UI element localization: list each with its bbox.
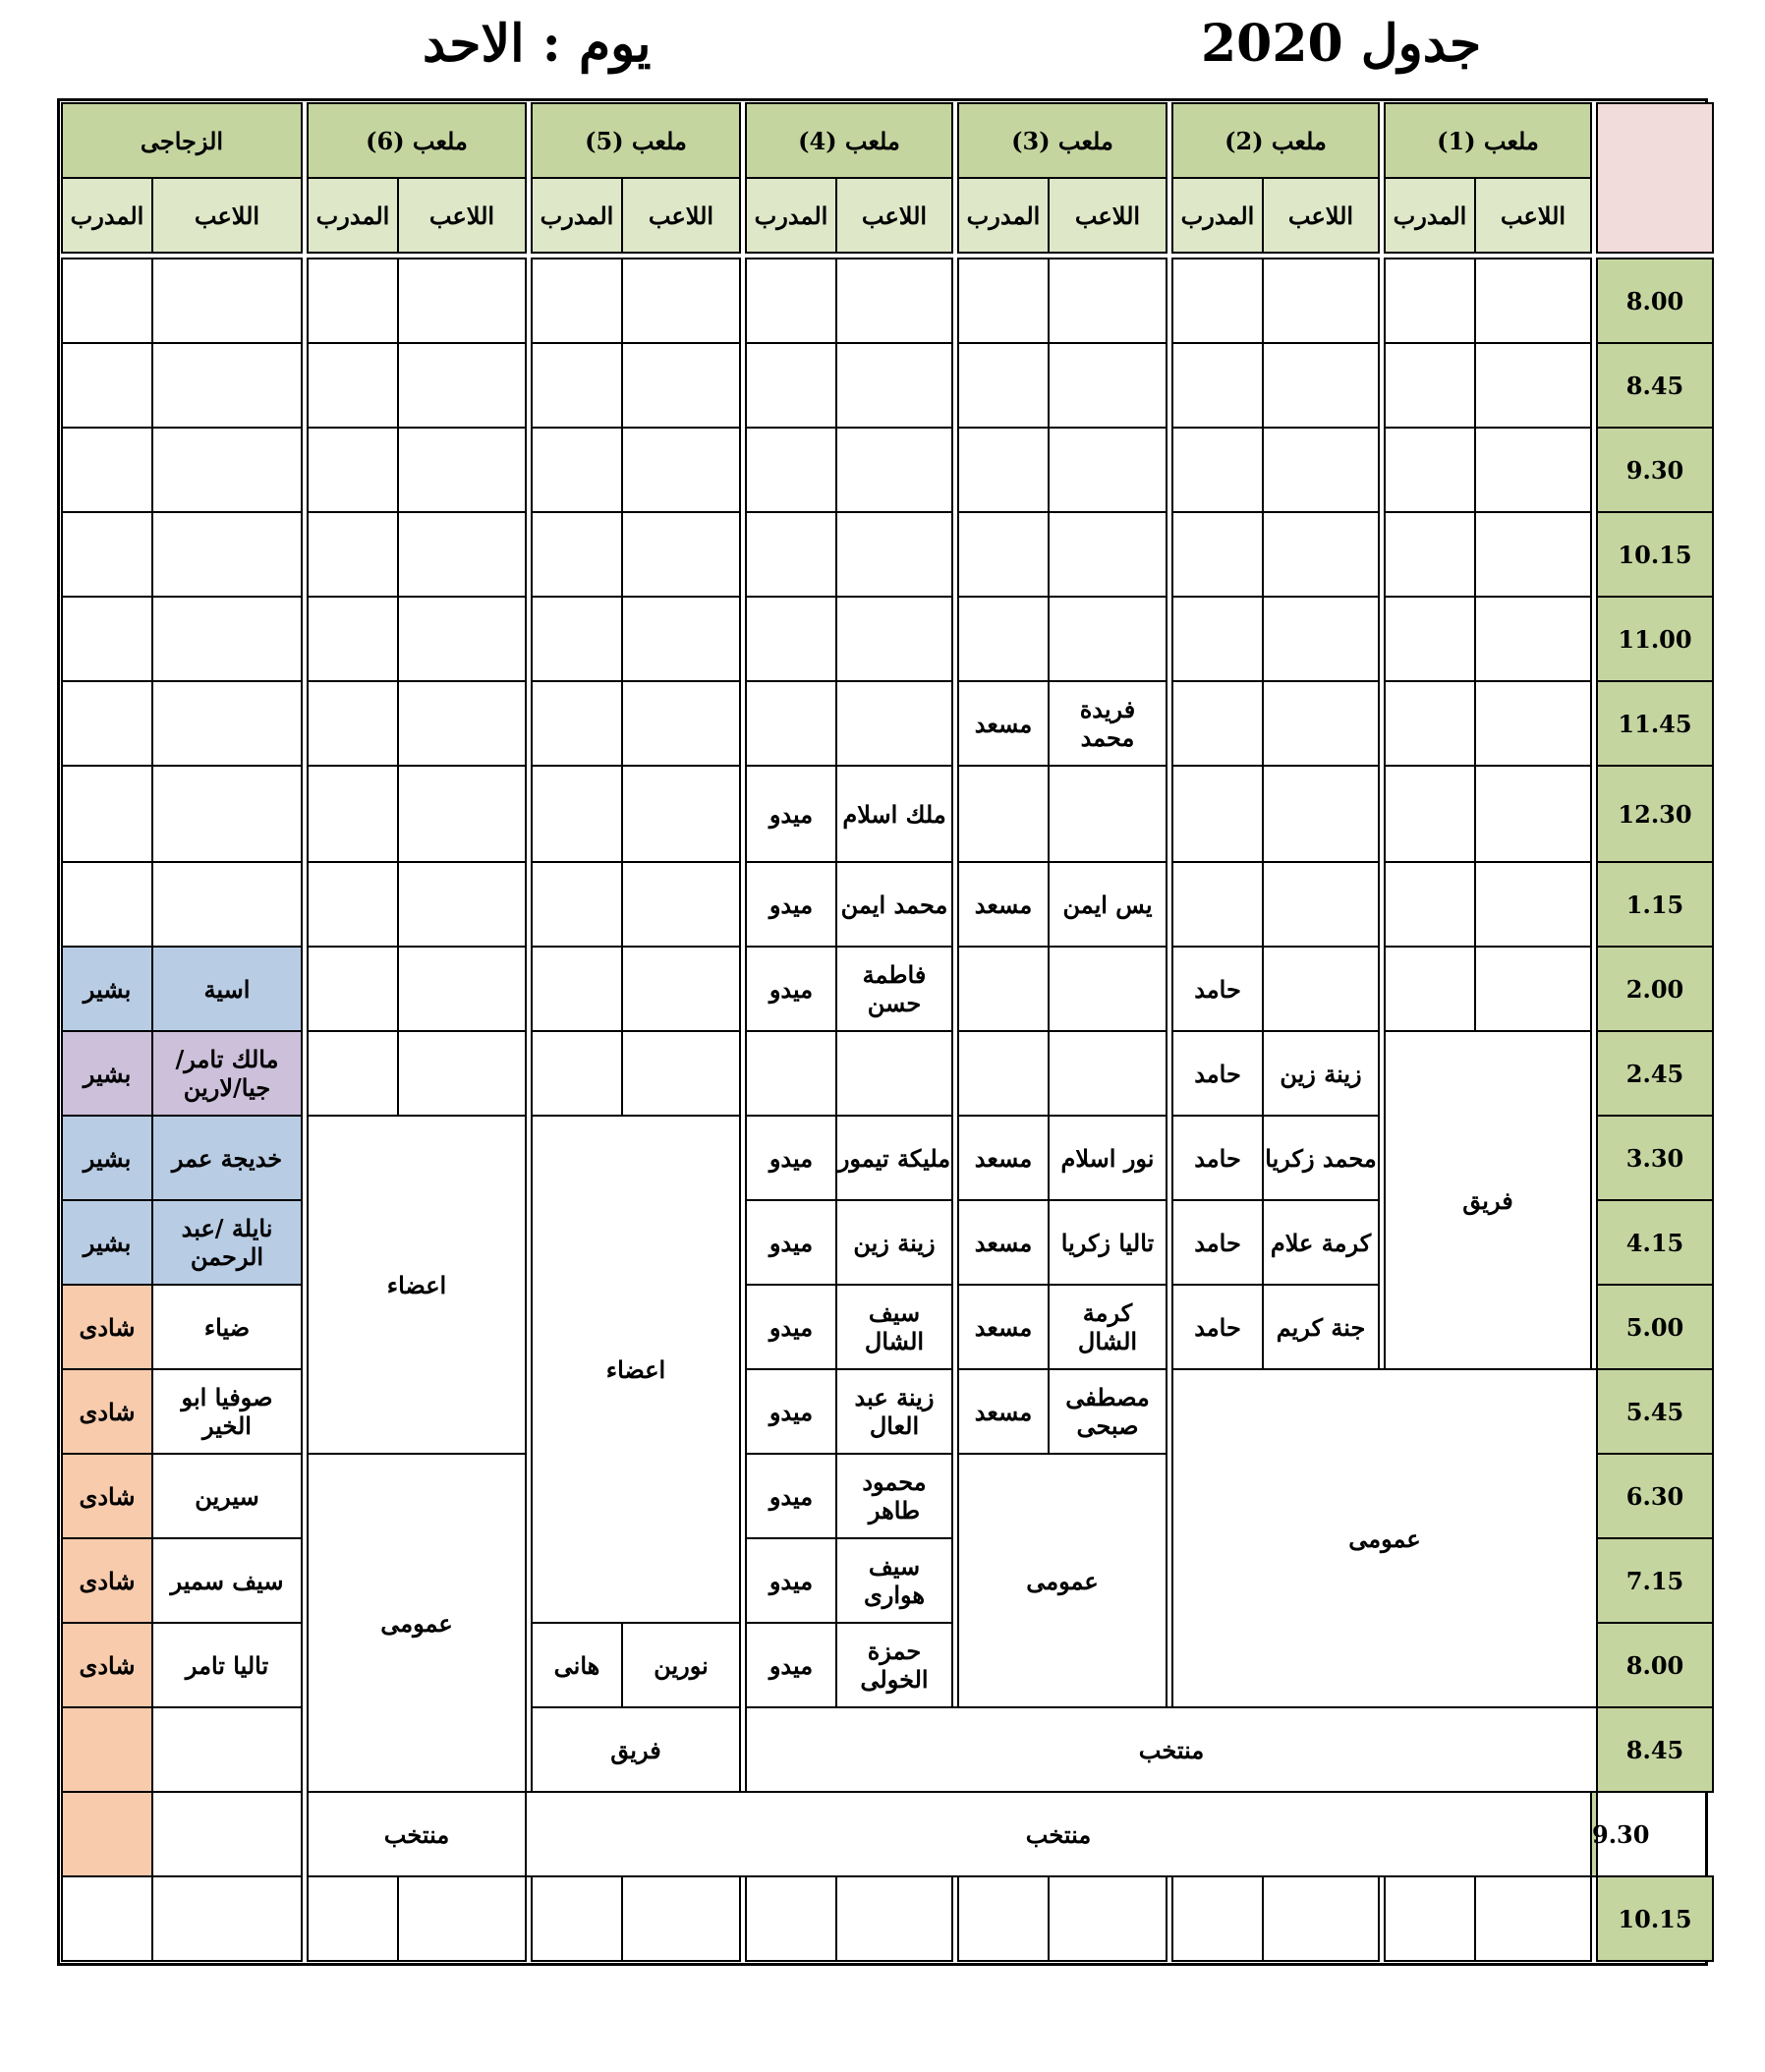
- court-header-2: ملعب (2): [1172, 103, 1379, 178]
- table-row: [62, 681, 1713, 766]
- coach-cell: [62, 1707, 152, 1792]
- coach-cell: شادى: [62, 1285, 152, 1369]
- coach-cell: ميدو: [746, 1116, 836, 1200]
- player-cell: نايلة /عبد الرحمن: [152, 1200, 302, 1285]
- court-header-4: ملعب (4): [746, 103, 952, 178]
- court-header-6: ملعب (6): [308, 103, 526, 178]
- player-cell: نور اسلام: [1049, 1116, 1167, 1200]
- header-row-roles: [62, 178, 1713, 253]
- time-cell: 3.30: [1597, 1116, 1713, 1200]
- coach-header: المدرب: [1385, 178, 1475, 253]
- player-cell: محمد ايمن: [836, 862, 952, 947]
- table-row: [62, 343, 1713, 428]
- time-cell: 9.30: [1597, 428, 1713, 512]
- court-header-zujaji: الزجاجى: [62, 103, 302, 178]
- general-block: عمومى: [958, 1454, 1167, 1707]
- player-cell: كرمة الشال: [1049, 1285, 1167, 1369]
- time-cell: 1.15: [1597, 862, 1713, 947]
- player-cell: تاليا زكريا: [1049, 1200, 1167, 1285]
- page-title-year: جدول 2020: [1201, 14, 1482, 74]
- members-block: اعضاء: [532, 1116, 740, 1623]
- player-cell: صوفيا ابو الخير: [152, 1369, 302, 1454]
- time-cell: 9.30: [1591, 1792, 1597, 1876]
- coach-cell: بشير: [62, 1031, 152, 1116]
- time-cell: 4.15: [1597, 1200, 1713, 1285]
- court-header-1: ملعب (1): [1385, 103, 1591, 178]
- gap: [1591, 178, 1597, 253]
- coach-cell: حامد: [1172, 947, 1263, 1031]
- coach-cell: مسعد: [958, 1200, 1049, 1285]
- player-cell: فريدة محمد: [1049, 681, 1167, 766]
- header-row-courts: [62, 103, 1713, 178]
- time-cell: 8.45: [1597, 343, 1713, 428]
- player-cell: سيف سمير: [152, 1538, 302, 1623]
- player-cell: سيف الشال: [836, 1285, 952, 1369]
- members-block: اعضاء: [308, 1116, 526, 1454]
- table-row: [62, 1876, 1713, 1961]
- player-cell: مليكة تيمور: [836, 1116, 952, 1200]
- player-cell: مصطفى صبحى: [1049, 1369, 1167, 1454]
- coach-header: المدرب: [532, 178, 622, 253]
- player-cell: حمزة الخولى: [836, 1623, 952, 1707]
- player-cell: يس ايمن: [1049, 862, 1167, 947]
- player-cell: محمود طاهر: [836, 1454, 952, 1538]
- coach-header: المدرب: [958, 178, 1049, 253]
- court-header-3: ملعب (3): [958, 103, 1167, 178]
- player-cell: زينة زين: [836, 1200, 952, 1285]
- selected-block: منتخب: [308, 1792, 526, 1876]
- coach-cell: شادى: [62, 1538, 152, 1623]
- player-cell: مالك تامر/ جيا/لارين: [152, 1031, 302, 1116]
- coach-cell: حامد: [1172, 1031, 1263, 1116]
- coach-cell: ميدو: [746, 1623, 836, 1707]
- table-row: [62, 1031, 1713, 1116]
- table-row: [62, 862, 1713, 947]
- coach-cell: مسعد: [958, 1116, 1049, 1200]
- coach-cell: [62, 1792, 152, 1876]
- coach-cell: مسعد: [958, 1285, 1049, 1369]
- player-cell: سيرين: [152, 1454, 302, 1538]
- time-cell: 10.15: [1597, 1876, 1713, 1961]
- schedule-table: [61, 102, 1714, 1962]
- player-cell: خديجة عمر: [152, 1116, 302, 1200]
- coach-cell: ميدو: [746, 862, 836, 947]
- coach-cell: حامد: [1172, 1285, 1263, 1369]
- coach-cell: مسعد: [958, 862, 1049, 947]
- player-cell: [152, 1707, 302, 1792]
- player-cell: كرمة علام: [1263, 1200, 1379, 1285]
- time-cell: 2.45: [1597, 1031, 1713, 1116]
- coach-cell: ميدو: [746, 1538, 836, 1623]
- coach-cell: ميدو: [746, 1369, 836, 1454]
- team-block: فريق: [1385, 1031, 1591, 1369]
- player-cell: جنة كريم: [1263, 1285, 1379, 1369]
- coach-header: المدرب: [1172, 178, 1263, 253]
- player-header: اللاعب: [836, 178, 952, 253]
- coach-cell: ميدو: [746, 1285, 836, 1369]
- player-header: اللاعب: [622, 178, 740, 253]
- player-cell: محمد زكريا: [1263, 1116, 1379, 1200]
- selected-block: منتخب: [526, 1792, 1591, 1876]
- time-cell: 10.15: [1597, 512, 1713, 597]
- time-cell: 2.00: [1597, 947, 1713, 1031]
- time-cell: 11.45: [1597, 681, 1713, 766]
- table-row: [62, 1792, 1713, 1876]
- coach-cell: هانى: [532, 1623, 622, 1707]
- coach-cell: حامد: [1172, 1116, 1263, 1200]
- selected-block: منتخب: [746, 1707, 1597, 1792]
- time-cell: 5.00: [1597, 1285, 1713, 1369]
- player-header: اللاعب: [398, 178, 526, 253]
- table-row: [62, 512, 1713, 597]
- player-cell: زينة زين: [1263, 1031, 1379, 1116]
- time-cell: 8.00: [1597, 259, 1713, 343]
- player-cell: سيف هوارى: [836, 1538, 952, 1623]
- player-cell: ملك اسلام: [836, 766, 952, 862]
- player-cell: [152, 1792, 302, 1876]
- team-block: فريق: [532, 1707, 740, 1792]
- coach-cell: ميدو: [746, 1200, 836, 1285]
- court-header-5: ملعب (5): [532, 103, 740, 178]
- general-block: عمومى: [1172, 1369, 1597, 1707]
- table-row: [62, 428, 1713, 512]
- time-cell: 12.30: [1597, 766, 1713, 862]
- player-cell: زينة عبد العال: [836, 1369, 952, 1454]
- player-header: اللاعب: [1475, 178, 1591, 253]
- coach-cell: ميدو: [746, 1454, 836, 1538]
- page-title-day: يوم : الاحد: [423, 14, 652, 74]
- table-row: [62, 766, 1713, 862]
- coach-cell: شادى: [62, 1454, 152, 1538]
- table-row: [62, 259, 1713, 343]
- coach-cell: ميدو: [746, 947, 836, 1031]
- player-header: اللاعب: [152, 178, 302, 253]
- player-header: اللاعب: [1263, 178, 1379, 253]
- time-cell: 8.45: [1597, 1707, 1713, 1792]
- player-header: اللاعب: [1049, 178, 1167, 253]
- coach-cell: بشير: [62, 1116, 152, 1200]
- corner-cell: [1597, 103, 1713, 253]
- coach-cell: بشير: [62, 947, 152, 1031]
- coach-cell: بشير: [62, 1200, 152, 1285]
- time-cell: 5.45: [1597, 1369, 1713, 1454]
- player-cell: تاليا تامر: [152, 1623, 302, 1707]
- coach-cell: شادى: [62, 1623, 152, 1707]
- coach-header: المدرب: [308, 178, 398, 253]
- player-cell: ضياء: [152, 1285, 302, 1369]
- player-cell: فاطمة حسن: [836, 947, 952, 1031]
- coach-header: المدرب: [746, 178, 836, 253]
- coach-header: المدرب: [62, 178, 152, 253]
- time-cell: 7.15: [1597, 1538, 1713, 1623]
- player-cell: [1263, 947, 1379, 1031]
- player-cell: نورين: [622, 1623, 740, 1707]
- coach-cell: حامد: [1172, 1200, 1263, 1285]
- coach-cell: مسعد: [958, 1369, 1049, 1454]
- coach-cell: شادى: [62, 1369, 152, 1454]
- time-cell: 11.00: [1597, 597, 1713, 681]
- general-block: عمومى: [308, 1454, 526, 1792]
- table-row: [62, 597, 1713, 681]
- coach-cell: ميدو: [746, 766, 836, 862]
- coach-cell: مسعد: [958, 681, 1049, 766]
- time-cell: 6.30: [1597, 1454, 1713, 1538]
- table-row: [62, 947, 1713, 1031]
- time-cell: 8.00: [1597, 1623, 1713, 1707]
- player-cell: اسية: [152, 947, 302, 1031]
